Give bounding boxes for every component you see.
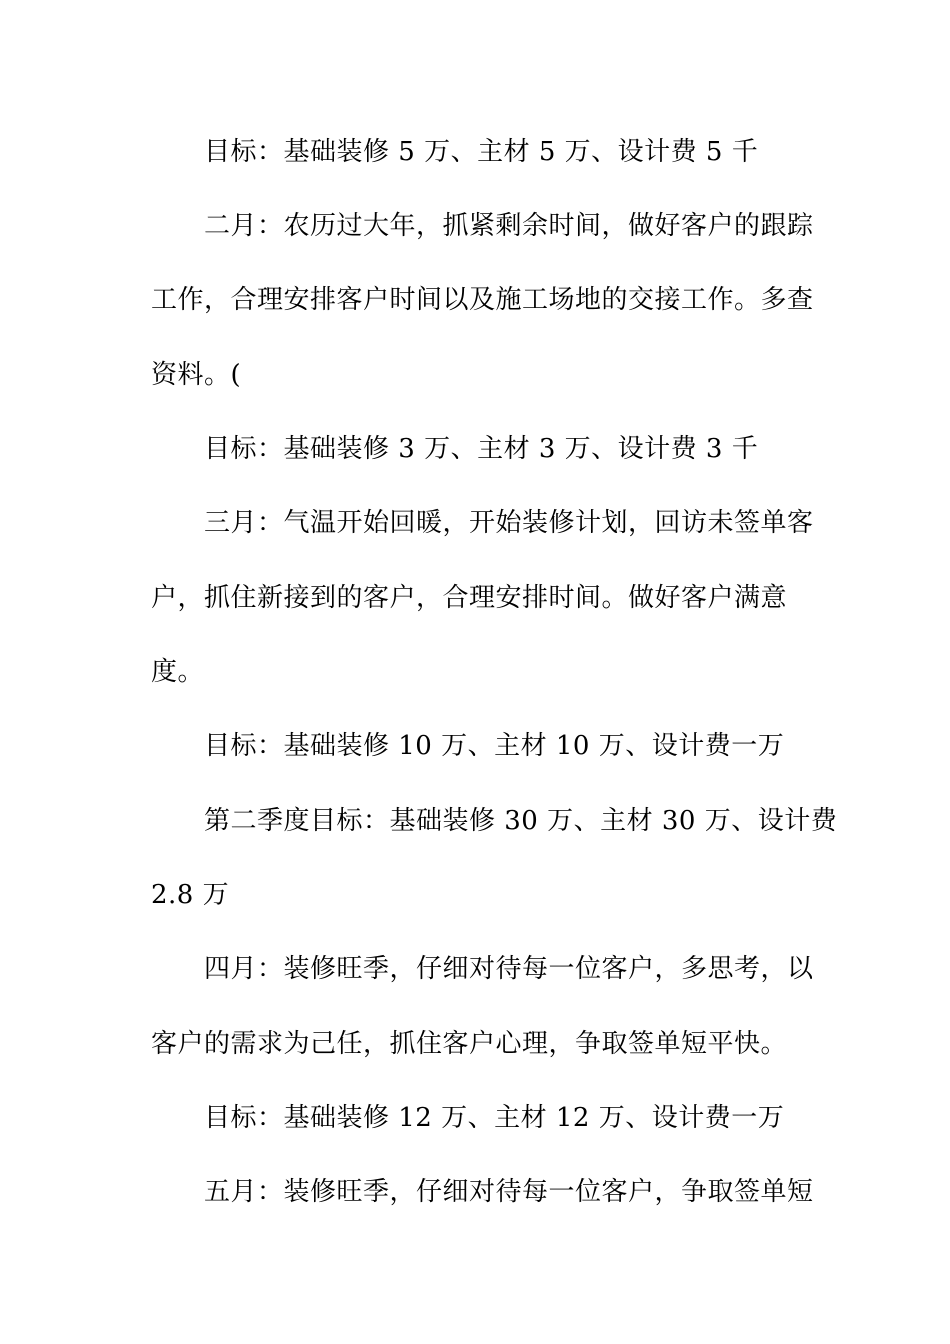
paragraph-line: 目标：基础装修 10 万、主材 10 万、设计费一万 [204,731,785,761]
paragraph-line: 度。 [151,657,205,687]
paragraph-line: 工作，合理安排客户时间以及施工场地的交接工作。多查 [151,285,814,315]
paragraph-line: 五月：装修旺季，仔细对待每一位客户，争取签单短 [204,1177,814,1207]
paragraph-line: 目标：基础装修 12 万、主材 12 万、设计费一万 [204,1103,785,1133]
paragraph-line: 户，抓住新接到的客户，合理安排时间。做好客户满意 [151,583,788,613]
paragraph-line: 目标：基础装修 5 万、主材 5 万、设计费 5 千 [204,137,759,167]
paragraph-line: 四月：装修旺季，仔细对待每一位客户，多思考，以 [204,954,814,984]
paragraph-line: 三月：气温开始回暖，开始装修计划，回访未签单客 [204,508,814,538]
paragraph-line: 第二季度目标：基础装修 30 万、主材 30 万、设计费 [204,806,838,836]
paragraph-line: 2.8 万 [151,880,230,910]
paragraph-line: 目标：基础装修 3 万、主材 3 万、设计费 3 千 [204,434,759,464]
paragraph-line: 二月：农历过大年，抓紧剩余时间，做好客户的跟踪 [204,211,814,241]
paragraph-line: 客户的需求为己任，抓住客户心理，争取签单短平快。 [151,1029,788,1059]
paragraph-line: 资料。( [151,360,242,390]
